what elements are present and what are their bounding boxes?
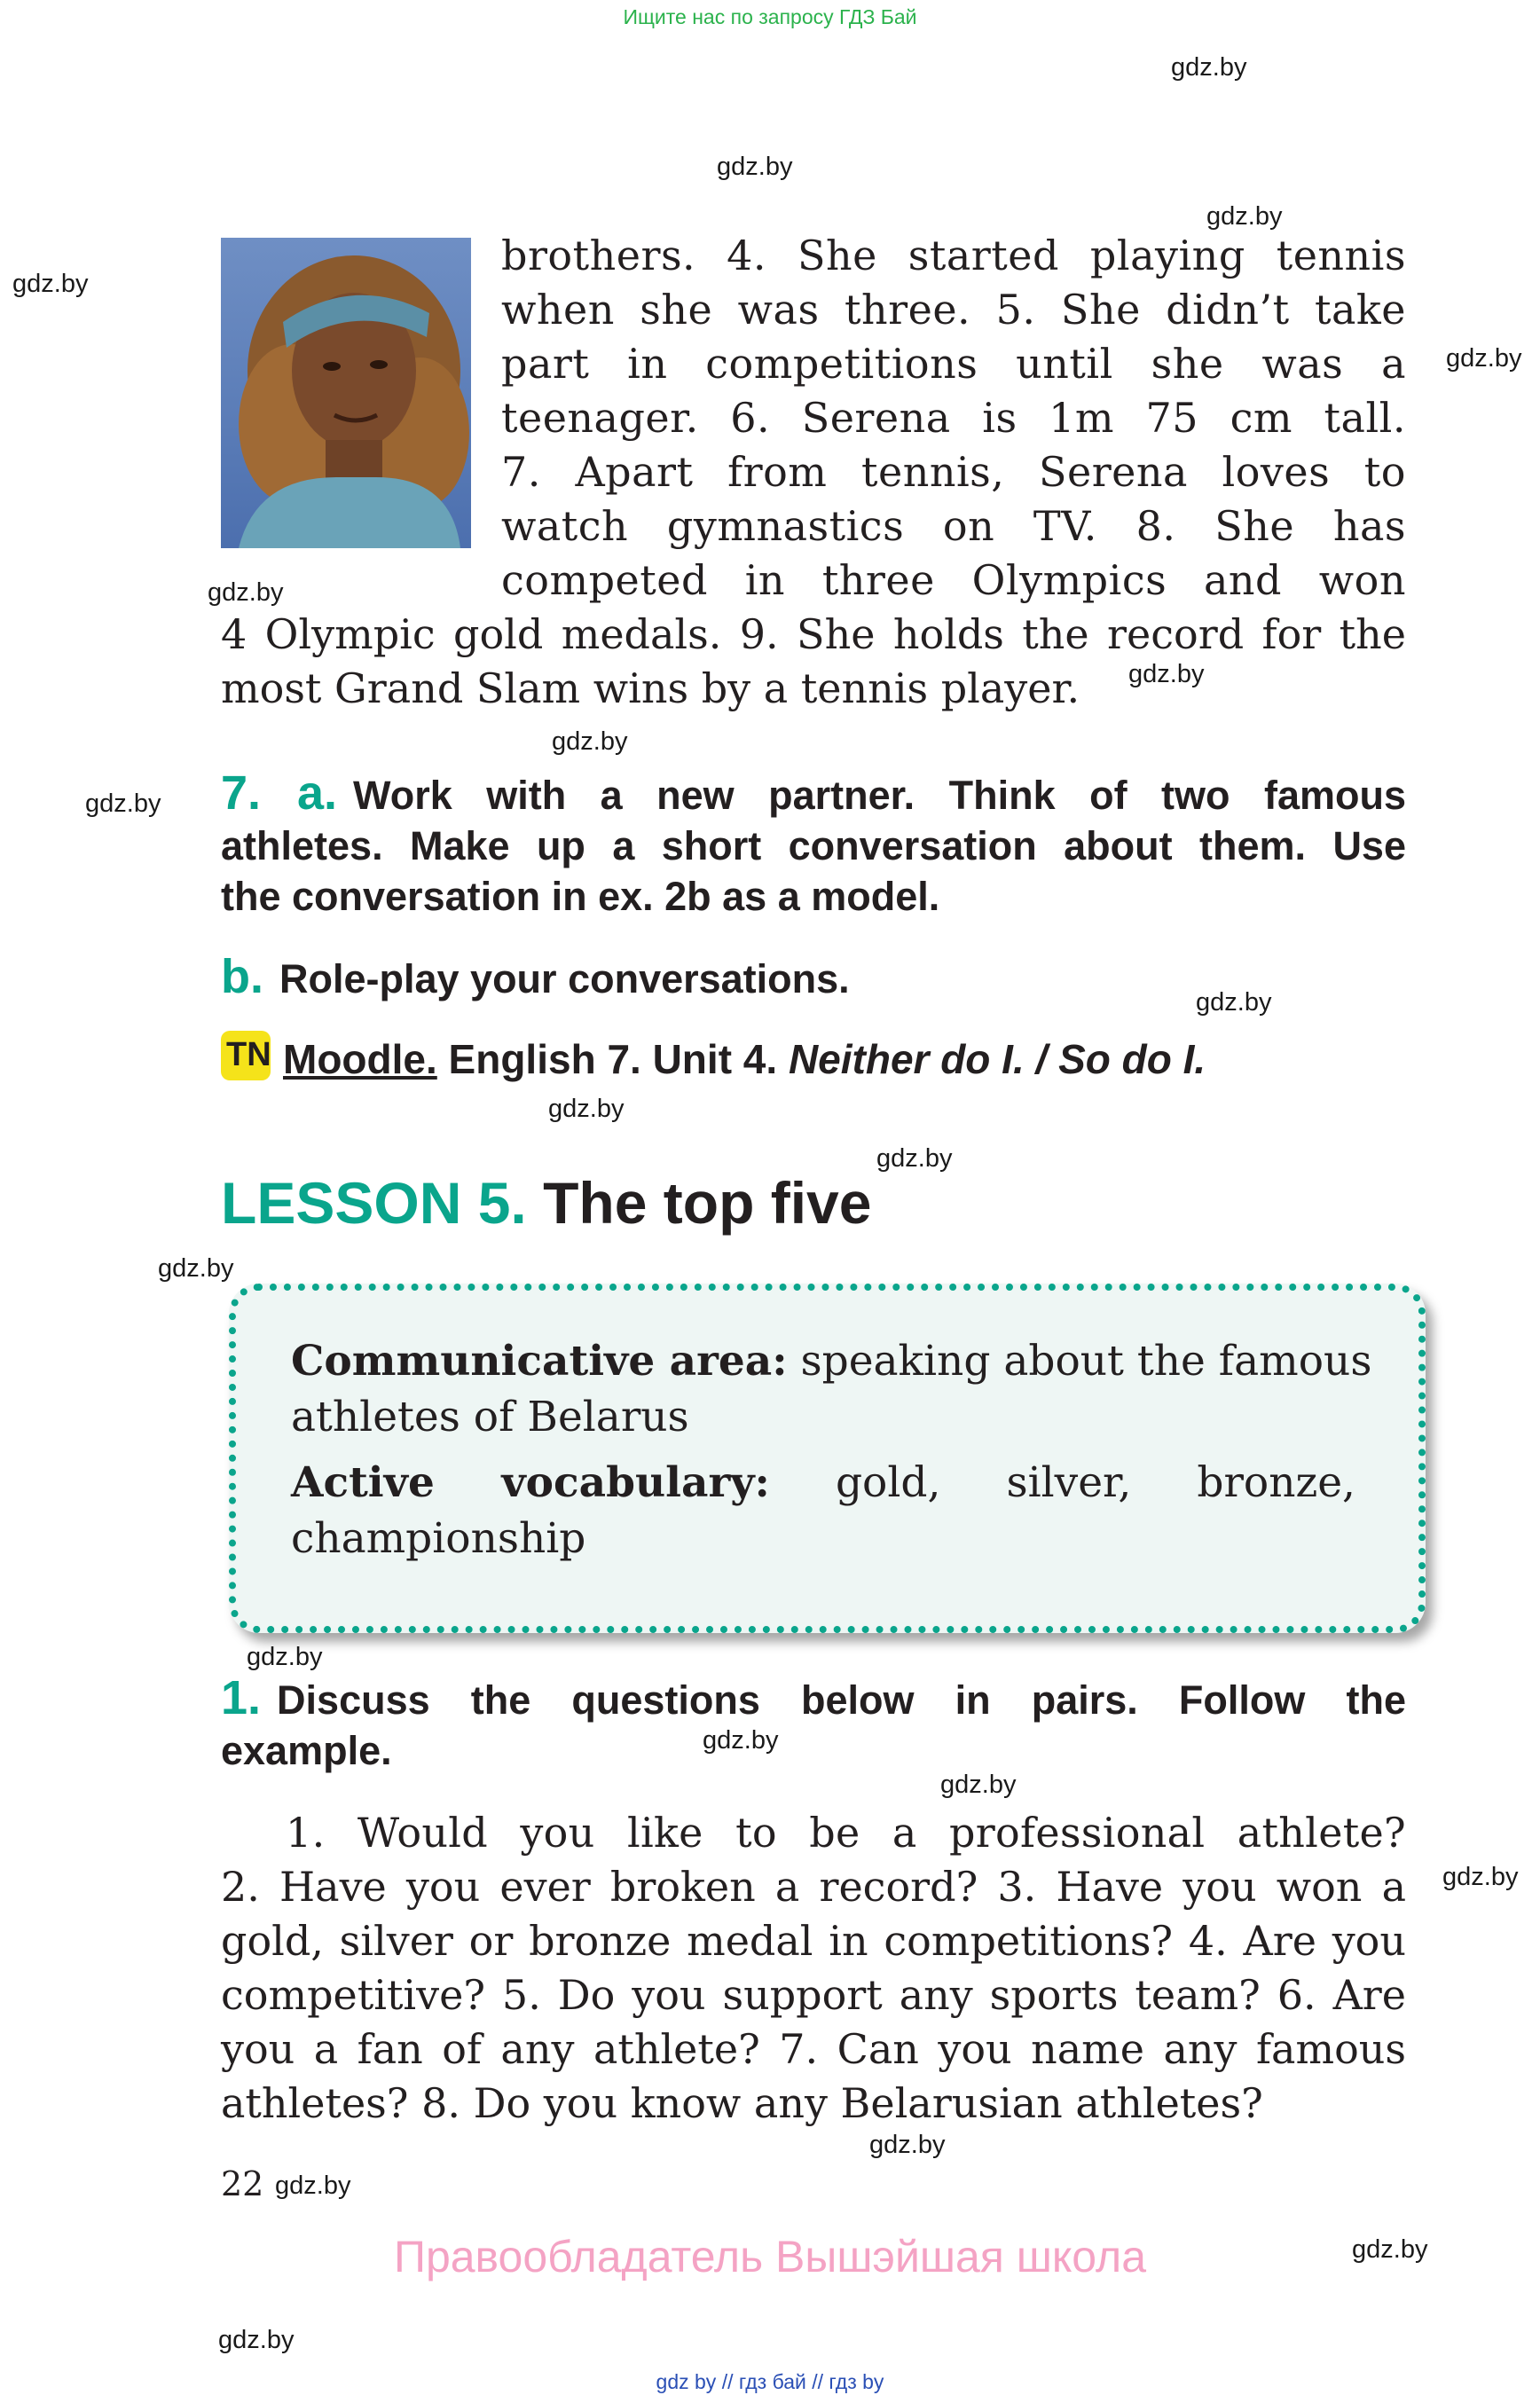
lesson-title	[221, 1169, 871, 1237]
task-text: Discuss the questions below in pairs. Follow the	[277, 1677, 1406, 1723]
watermark: gdz.by	[1206, 202, 1283, 231]
vocab-cont: championship	[291, 1514, 586, 1563]
text-line: 7. Apart from tennis, Serena loves to	[501, 448, 1406, 496]
task-1	[221, 1673, 1406, 1776]
tn-badge-icon: TN	[221, 1031, 271, 1080]
task-number: 1.	[221, 1671, 262, 1724]
header-note: Ищите нас по запросу ГДЗ Бай	[623, 5, 917, 28]
watermark: gdz.by	[1171, 53, 1247, 82]
watermark: gdz.by	[275, 2171, 351, 2200]
watermark: gdz.by	[12, 270, 89, 298]
page-number: 22	[221, 2164, 264, 2203]
watermark: gdz.by	[876, 1144, 953, 1173]
task-7b	[221, 952, 850, 1004]
question-line: 2. Have you ever broken a record? 3. Have you won a	[221, 1863, 1406, 1911]
question-line: gold, silver or bronze medal in competitions? 4. Are you	[221, 1917, 1406, 1965]
watermark: gdz.by	[1442, 1863, 1519, 1891]
watermark: gdz.by	[1128, 660, 1205, 688]
task-7a	[221, 768, 1406, 922]
watermark: gdz.by	[85, 789, 161, 818]
text-line: when she was three. 5. She didn’t take	[501, 286, 1406, 334]
lesson-name: The top five	[526, 1170, 872, 1236]
text-line: 4 Olympic gold medals. 9. She holds the record for the	[221, 610, 1406, 658]
question-line: athletes? 8. Do you know any Belarusian athletes?	[221, 2079, 1263, 2127]
watermark: gdz.by	[940, 1771, 1017, 1799]
watermark: gdz.by	[548, 1095, 625, 1123]
moodle-line	[221, 1031, 1206, 1083]
text-line: teenager. 6. Serena is 1m 75 cm tall.	[501, 394, 1406, 442]
watermark: gdz.by	[218, 2326, 295, 2354]
watermark: gdz.by	[717, 153, 793, 181]
task-text: the conversation in ex. 2b as a model.	[221, 874, 940, 919]
moodle-link[interactable]: Moodle.	[283, 1036, 437, 1082]
text-line: brothers. 4. She started playing tennis	[501, 232, 1406, 279]
watermark: gdz.by	[158, 1254, 234, 1283]
watermark: gdz.by	[1446, 344, 1522, 373]
task-number: b.	[221, 950, 263, 1003]
objectives-box	[229, 1284, 1426, 1633]
question-line: competitive? 5. Do you support any sports team? 6. Are	[221, 1971, 1406, 2019]
task-text: Work with a new partner. Think of two famous	[353, 773, 1406, 818]
watermark: gdz.by	[869, 2131, 946, 2159]
athlete-photo	[221, 238, 471, 548]
watermark: gdz.by	[703, 1726, 779, 1755]
question-line: you a fan of any athlete? 7. Can you name any famous	[221, 2025, 1406, 2073]
copyright: Правообладатель Вышэйшая школа	[394, 2232, 1146, 2281]
watermark: gdz.by	[1196, 988, 1272, 1017]
watermark: gdz.by	[208, 578, 284, 607]
task-text: example.	[221, 1728, 392, 1773]
watermark: gdz.by	[1352, 2235, 1428, 2264]
footer-note: gdz by // гдз бай // гдз by	[656, 2370, 884, 2393]
moodle-text: English 7. Unit 4.	[436, 1036, 789, 1082]
moodle-italic: Neither do I. / So do I.	[788, 1036, 1206, 1082]
watermark: gdz.by	[552, 727, 628, 756]
vocab: Active vocabulary: gold, silver, bronze,	[291, 1458, 1355, 1507]
task-text: Role-play your conversations.	[279, 956, 850, 1001]
comm-area-cont: athletes of Belarus	[291, 1393, 689, 1441]
watermark: gdz.by	[247, 1643, 323, 1671]
task-text: athletes. Make up a short conversation about them. Use	[221, 823, 1406, 868]
question-line: 1. Would you like to be a professional athlete?	[286, 1809, 1406, 1857]
lesson-label: LESSON 5.	[221, 1170, 527, 1236]
text-line: competed in three Olympics and won	[501, 556, 1406, 604]
text-line: most Grand Slam wins by a tennis player.	[221, 664, 1080, 712]
text-line: watch gymnastics on TV. 8. She has	[501, 502, 1406, 550]
task-number: 7. a.	[221, 766, 338, 820]
comm-area: Communicative area: speaking about the famous	[291, 1337, 1372, 1386]
text-line: part in competitions until she was a	[501, 340, 1406, 388]
